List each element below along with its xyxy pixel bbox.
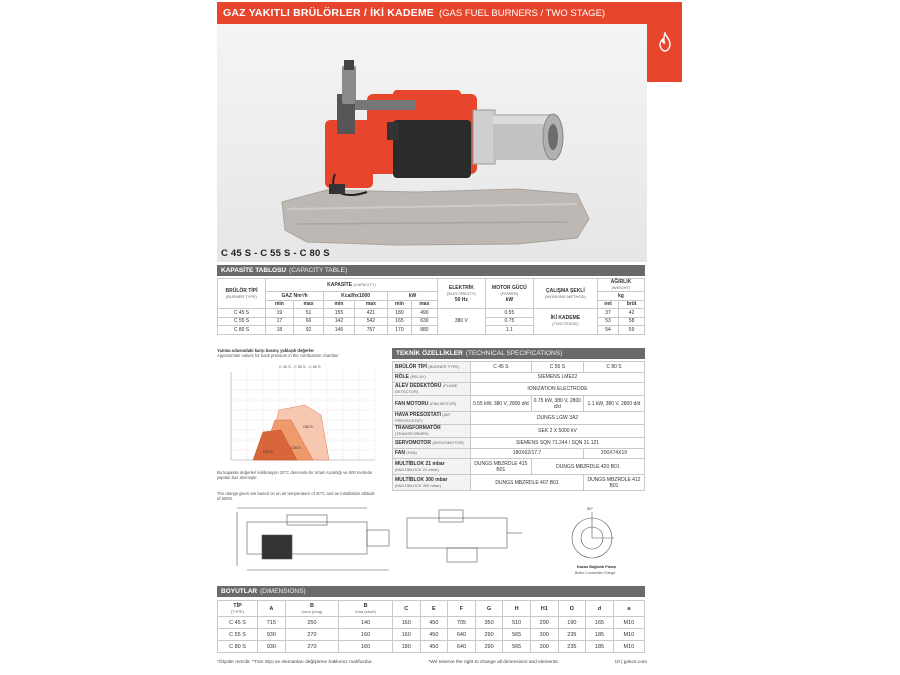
cell: 180 — [388, 309, 412, 318]
h-weight-en: (WEIGHT) — [611, 285, 631, 290]
capacity-bar — [217, 265, 645, 276]
tech-bar-subtitle: (TECHNICAL SPECIFICATIONS) — [465, 350, 563, 357]
h-motor: MOTOR GÜCÜ — [492, 284, 527, 291]
header-cell: TİP — [233, 602, 242, 609]
series-label: C45 S — [263, 450, 273, 454]
h-elec-en: (ELECTRICITY) — [447, 290, 476, 296]
h-capacity: KAPASİTE — [327, 282, 353, 288]
cell: 510 — [503, 617, 531, 629]
cell: 160 — [339, 629, 393, 641]
footer-note-en: *We reserve the right to change all dimensions and elements. — [428, 660, 559, 665]
cell: 300 — [530, 641, 558, 653]
h-weight: AĞIRLIK — [610, 279, 632, 285]
cell: 0.55 — [485, 309, 533, 318]
dimensions-table — [217, 600, 645, 653]
cell: 170 — [388, 326, 412, 335]
cell: 542 — [354, 317, 387, 326]
cell: 0.75 kW, 380 V, 2800 d/d — [531, 396, 583, 412]
series-label: C80 S — [303, 425, 313, 429]
cell: 1.1 kW, 380 V, 2800 d/d — [583, 396, 644, 412]
cell: 142 — [324, 317, 354, 326]
cell: 1.1 — [485, 326, 533, 335]
back-pressure-chart — [217, 345, 389, 515]
cell: 421 — [354, 309, 387, 318]
cell: 190 — [558, 617, 586, 629]
cell: 715 — [258, 617, 286, 629]
chart-note-en: The ratings given are based on an air temperature of 20°C and an installation altitude of 500m. — [217, 491, 375, 501]
footer-page: 10 | gokce.com — [614, 660, 647, 665]
h-min: min — [324, 300, 354, 309]
cell: 930 — [258, 641, 286, 653]
h-kw: kW — [388, 292, 438, 301]
cell: 146 — [324, 326, 354, 335]
header-cell: d — [586, 601, 614, 617]
drawing-lines — [217, 500, 647, 580]
dims-bar — [217, 586, 645, 597]
spec-label: MULTİBLOK 300 mbar — [395, 476, 448, 483]
cell: 66 — [293, 317, 323, 326]
h-max: max — [293, 300, 323, 309]
table-row — [218, 309, 645, 318]
cell: 200X74X19 — [583, 448, 644, 459]
cell: SEK 2 X 5000 kV — [471, 425, 645, 438]
h-weight-unit: kg — [597, 292, 644, 301]
cell: 757 — [354, 326, 387, 335]
h-brut: brüt — [619, 300, 645, 309]
cell: IONIZATION ELECTRODE — [471, 383, 645, 396]
cell: 270 — [285, 641, 339, 653]
spec-label-en: (AIR PRESSOSTAT) — [395, 412, 451, 423]
header-cell: a — [613, 601, 644, 617]
table-row — [393, 448, 645, 459]
capacity-bar-title: KAPASİTE TABLOSU — [221, 267, 287, 274]
dims-bar-title: BOYUTLAR — [221, 588, 258, 595]
series-label: C55 S — [291, 446, 301, 450]
cell: DUNGS MBZRDLE 407 B01 — [471, 475, 584, 491]
spec-label-en: (TRANSFORMER) — [395, 431, 429, 436]
h-gas: GAZ Nm³/h — [266, 292, 324, 301]
catalog-page — [217, 0, 682, 675]
spec-label: TRANSFORMATÖR — [395, 425, 441, 431]
table-row — [393, 459, 645, 475]
spec-label-en: (BURNER TYPE) — [428, 363, 460, 369]
spec-label-en: (FAN MOTOR) — [429, 400, 457, 406]
spec-label: BRÜLÖR TİPİ — [395, 363, 427, 370]
table-header-row — [218, 601, 645, 617]
cell: 58 — [619, 317, 645, 326]
cell: 300 — [530, 629, 558, 641]
cell: SIEMENS SQN 71.244 / SQN 31.121 — [471, 438, 645, 449]
table-row — [218, 641, 645, 653]
table-row — [393, 362, 645, 373]
flame-badge — [647, 2, 682, 82]
h-burner-type: BRÜLÖR TİPİ — [225, 287, 258, 294]
cell: DUNGS MBZRDLE 420 B01 — [531, 459, 644, 475]
page-footer — [217, 660, 647, 665]
cell: 53 — [597, 317, 618, 326]
header-sub: (TYPE) — [230, 608, 245, 614]
cell: 160 — [392, 629, 420, 641]
cell: 92 — [293, 326, 323, 335]
cell: 42 — [619, 309, 645, 318]
cell: C 45 S — [218, 309, 266, 318]
cell: C 45 S — [471, 362, 532, 373]
h-max: max — [411, 300, 437, 309]
cell: 160 — [392, 617, 420, 629]
h-capacity-en: (CAPACITY) — [353, 282, 376, 287]
cell: 490 — [411, 309, 437, 318]
cell: 185 — [586, 629, 614, 641]
cell: 17 — [266, 317, 294, 326]
cell: SIEMENS LME22 — [471, 372, 645, 383]
cell: 250 — [285, 617, 339, 629]
dims-bar-subtitle: (DIMENSIONS) — [260, 588, 306, 595]
cell: 450 — [420, 641, 448, 653]
cell: C 55 S — [531, 362, 583, 373]
cell: 290 — [475, 641, 503, 653]
cell: 37 — [597, 309, 618, 318]
h-max: max — [354, 300, 387, 309]
cell: 180X62/17.7 — [471, 448, 584, 459]
header-cell: H1 — [530, 601, 558, 617]
header-cell: G — [475, 601, 503, 617]
cell: 0.55 kW, 380 V, 2800 d/d — [471, 396, 532, 412]
header-sub: Uzun (long) — [301, 608, 323, 614]
header-title: GAZ YAKITLI BRÜLÖRLER / İKİ KADEME — [223, 7, 434, 19]
header-cell: B — [363, 602, 368, 609]
cell: M10 — [613, 629, 644, 641]
spec-label: FAN — [395, 450, 405, 457]
header-cell: D — [558, 601, 586, 617]
header-cell: C — [392, 601, 420, 617]
cell: 185 — [586, 641, 614, 653]
spec-label: SERVOMOTOR — [395, 439, 431, 446]
model-title: C 45 S - C 55 S - C 80 S — [221, 248, 330, 259]
cell: 19 — [266, 309, 294, 318]
cell: 59 — [619, 326, 645, 335]
cell: 450 — [420, 629, 448, 641]
cell: 180 — [392, 641, 420, 653]
spec-label: MULTİBLOK 21 mbar — [395, 460, 445, 467]
cell: C 80 S — [218, 641, 258, 653]
tech-bar — [392, 348, 645, 359]
cell: DUNGS LGW 3A2 — [471, 412, 645, 425]
cell: 165 — [388, 317, 412, 326]
cell: DUNGS MBZRDLE 412 B01 — [583, 475, 644, 491]
h-kcal: Kcal/hx1000 — [324, 292, 388, 301]
flange-label-tr: Kazan Bağlantı Flanşı — [577, 565, 617, 569]
h-elec-hz: 50 Hz — [454, 296, 468, 303]
cell: M10 — [613, 641, 644, 653]
capacity-bar-subtitle: (CAPACITY TABLE) — [289, 267, 348, 274]
flange-label-en: Boiler Connection Flange — [575, 571, 616, 575]
h-net: net — [597, 300, 618, 309]
cell: DUNGS MBZRDLE 415 B01 — [471, 459, 532, 475]
method-value-en: (TWO STAGE) — [552, 321, 579, 327]
header-cell: H — [503, 601, 531, 617]
header-cell: E — [420, 601, 448, 617]
cell: C 55 S — [218, 317, 266, 326]
spec-label: HAVA PRESOSTATI — [395, 412, 441, 418]
table-row — [393, 412, 645, 425]
table-row — [218, 617, 645, 629]
product-photo — [217, 24, 647, 262]
h-motor-unit: kW — [505, 296, 514, 303]
cell: C 45 S — [218, 617, 258, 629]
cell: 235 — [558, 641, 586, 653]
tech-bar-title: TEKNİK ÖZELLİKLER — [396, 350, 463, 357]
flame-icon — [657, 32, 673, 52]
cell: 18 — [266, 326, 294, 335]
table-row — [393, 475, 645, 491]
table-row — [393, 396, 645, 412]
h-elec: ELEKTRİK — [448, 284, 474, 291]
cell: 565 — [503, 641, 531, 653]
cell: C 80 S — [218, 326, 266, 335]
cell: 270 — [285, 629, 339, 641]
header-cell: A — [258, 601, 286, 617]
chart-legend: C 45 S - C 55 S - C 80 S — [279, 365, 321, 369]
chart-plot — [217, 360, 389, 468]
cell: 630 — [411, 317, 437, 326]
h-method: ÇALIŞMA ŞEKLİ — [546, 287, 585, 294]
cell: C 80 S — [583, 362, 644, 373]
cell: 235 — [558, 629, 586, 641]
cell: 51 — [293, 309, 323, 318]
cell: 155 — [324, 309, 354, 318]
capacity-table — [217, 278, 645, 335]
page-header — [217, 2, 647, 24]
footer-note-tr: *Ölçüler mm'dir. *Tüm ölçü ve elemanları değiştirme hakkımız mahfuzdur. — [217, 660, 373, 665]
cell: 350 — [475, 617, 503, 629]
cell: 160 — [339, 641, 393, 653]
header-sub: Kısa (short) — [355, 608, 376, 614]
drawing-angle: 90° — [587, 506, 594, 511]
burner-illustration — [217, 24, 647, 262]
h-min: min — [388, 300, 412, 309]
technical-drawings — [217, 500, 647, 580]
cell: 640 — [448, 641, 476, 653]
table-row — [393, 425, 645, 438]
spec-label: FAN MOTORU — [395, 400, 429, 407]
header-cell: F — [448, 601, 476, 617]
cell: 54 — [597, 326, 618, 335]
cell: 565 — [503, 629, 531, 641]
spec-label: ALEV DEDEKTÖRÜ — [395, 383, 442, 389]
cell: 290 — [475, 629, 503, 641]
chart-title: Yanma odasındaki karşı basınç yaklaşık değerler — [217, 348, 315, 353]
header-cell: B — [309, 602, 314, 609]
cell: 880 — [411, 326, 437, 335]
spec-label: RÖLE — [395, 374, 409, 381]
table-row — [393, 383, 645, 396]
chart-subtitle: Approximate values for back pressure in the combustion chamber — [217, 353, 339, 358]
method-value: İKİ KADEME — [550, 315, 581, 322]
voltage-cell: 380 V — [437, 309, 485, 335]
spec-label-en: (RELAY) — [410, 374, 426, 380]
cell: 140 — [339, 617, 393, 629]
cell: 705 — [448, 617, 476, 629]
cell: 450 — [420, 617, 448, 629]
spec-label-en: (MULTIBLOCK 300 mbar) — [395, 482, 441, 488]
table-row — [218, 629, 645, 641]
h-min: min — [266, 300, 294, 309]
h-method-en: (WORKING METHOD) — [545, 293, 586, 299]
table-row — [393, 372, 645, 383]
spec-label-en: (FLAME DETECTOR) — [395, 383, 458, 394]
cell: 0.75 — [485, 317, 533, 326]
chart-note-tr: Bu kapasite değerleri kalibrasyon 20°C derecede bir ortam sıcaklığı ve 500 metrede yapılan baz alınmıştır. — [217, 470, 373, 480]
spec-label-en: (SERVOMOTOR) — [432, 439, 464, 445]
cell: 290 — [530, 617, 558, 629]
cell: 165 — [586, 617, 614, 629]
spec-label-en: (FAN) — [406, 450, 417, 456]
h-burner-type-en: (BURNER TYPE) — [225, 293, 258, 299]
header-subtitle: (GAS FUEL BURNERS / TWO STAGE) — [438, 7, 606, 19]
tech-table — [392, 361, 645, 491]
cell: 640 — [448, 629, 476, 641]
table-row — [393, 438, 645, 449]
h-motor-en: (POWER) — [500, 290, 519, 296]
cell: C 55 S — [218, 629, 258, 641]
method-cell — [533, 309, 597, 335]
cell: 930 — [258, 629, 286, 641]
cell: M10 — [613, 617, 644, 629]
spec-label-en: (MULTIBLOCK 21 mbar) — [395, 466, 439, 472]
